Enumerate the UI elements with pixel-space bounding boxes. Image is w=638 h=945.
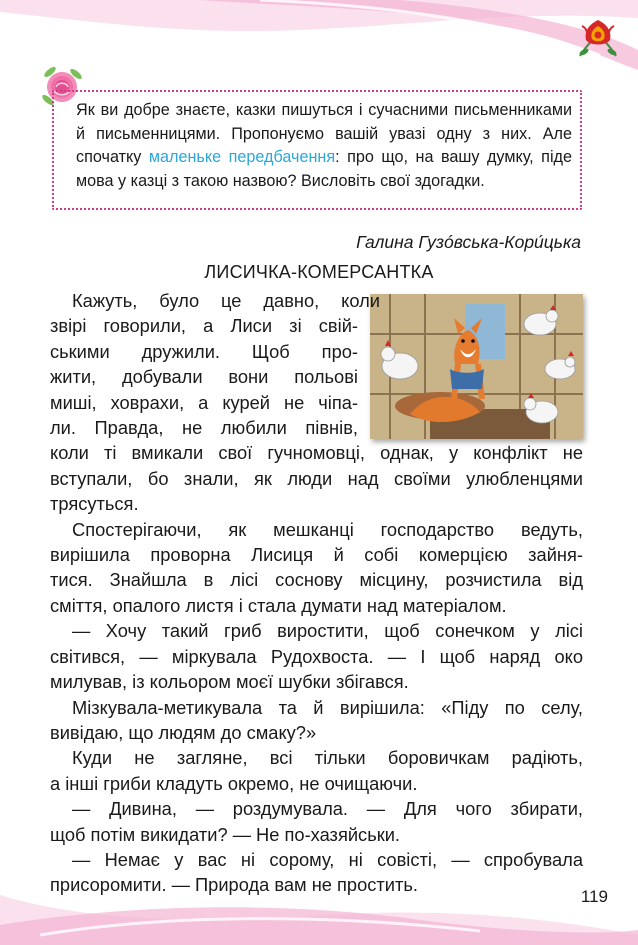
page-number: 119 [580,887,608,906]
story-line: Кажуть, було це давно, коли [72,290,380,311]
intro-text-end: : про що, на вашу думку, піде мова у казці з такою назвою? Висловіть свої здогадки. [76,148,572,190]
story-line: — Хочу такий гриб виростити, щоб сонечком у лісі [72,620,583,642]
story-line: Спостерігаючи, як мешканці господарство ведуть, [72,518,583,540]
story-line: тися. Знайшла в лісі соснову місцину, розчистила від [50,569,583,591]
story-line: Куди не загляне, всі тільки боровичкам радіють, [72,747,583,769]
story-line: сміття, опалого листя і стала думати над матеріалом. [50,594,507,616]
story-line: трясуться. [50,493,139,515]
story-line: а інші гриби кладуть окремо, не очищаючи. [50,772,418,794]
story-line: вирішила проворна Лисиця й собі комерцією зайня- [50,544,583,566]
story-body [50,288,583,898]
intro-task-box [52,90,582,210]
story-line: миші, ховрахи, а курей не чіпа- [50,391,358,413]
story-line: ськими дружили. Щоб про- [50,340,358,362]
story-title: ЛИСИЧКА-КОМЕРСАНТКА [204,262,434,282]
story-line: звірі говорили, а Лиси зі свій- [50,315,358,337]
story-line: вступали, бо знали, як люди над своїми улюбленцями [50,467,583,489]
folk-flower-ornament-icon [576,16,620,64]
story-line: милував, із кольором моєї шубки збігався. [50,671,409,693]
story-line: щоб потім викидати? — Не по-хазяйськи. [50,823,401,845]
story-line: вивідаю, що людям до смаку?» [50,721,317,743]
story-line: ли. Правда, не любили півнів, [50,417,358,439]
story-line: — Немає у вас ні сорому, ні совісті, — спробувала [72,848,583,870]
story-line: присоромити. — Природа вам не простить. [50,874,418,896]
story-line: світився, — міркувала Рудохвоста. — І щоб наряд око [50,645,583,667]
story-line: коли ті вмикали свої гучномовці, однак, у конфлікт не [50,442,583,464]
intro-text-start: Як ви добре знаєте, казки пишуться і сучасними письменниками й письменницями. Пропонуємо вашій увазі одну з них. Але спочатку [76,101,572,166]
story-author: Галина Гузóвська-Кори́цька [356,232,581,252]
story-line: Мізкувала-метикувала та й вирішила: «Піду по селу, [72,696,583,718]
prediction-highlight: маленьке передбачення [148,148,336,166]
story-line: жити, добували вони польові [50,366,358,388]
top-decorative-swoosh [0,0,638,90]
story-line: — Дивина, — роздумувала. — Для чого збирати, [72,798,583,820]
